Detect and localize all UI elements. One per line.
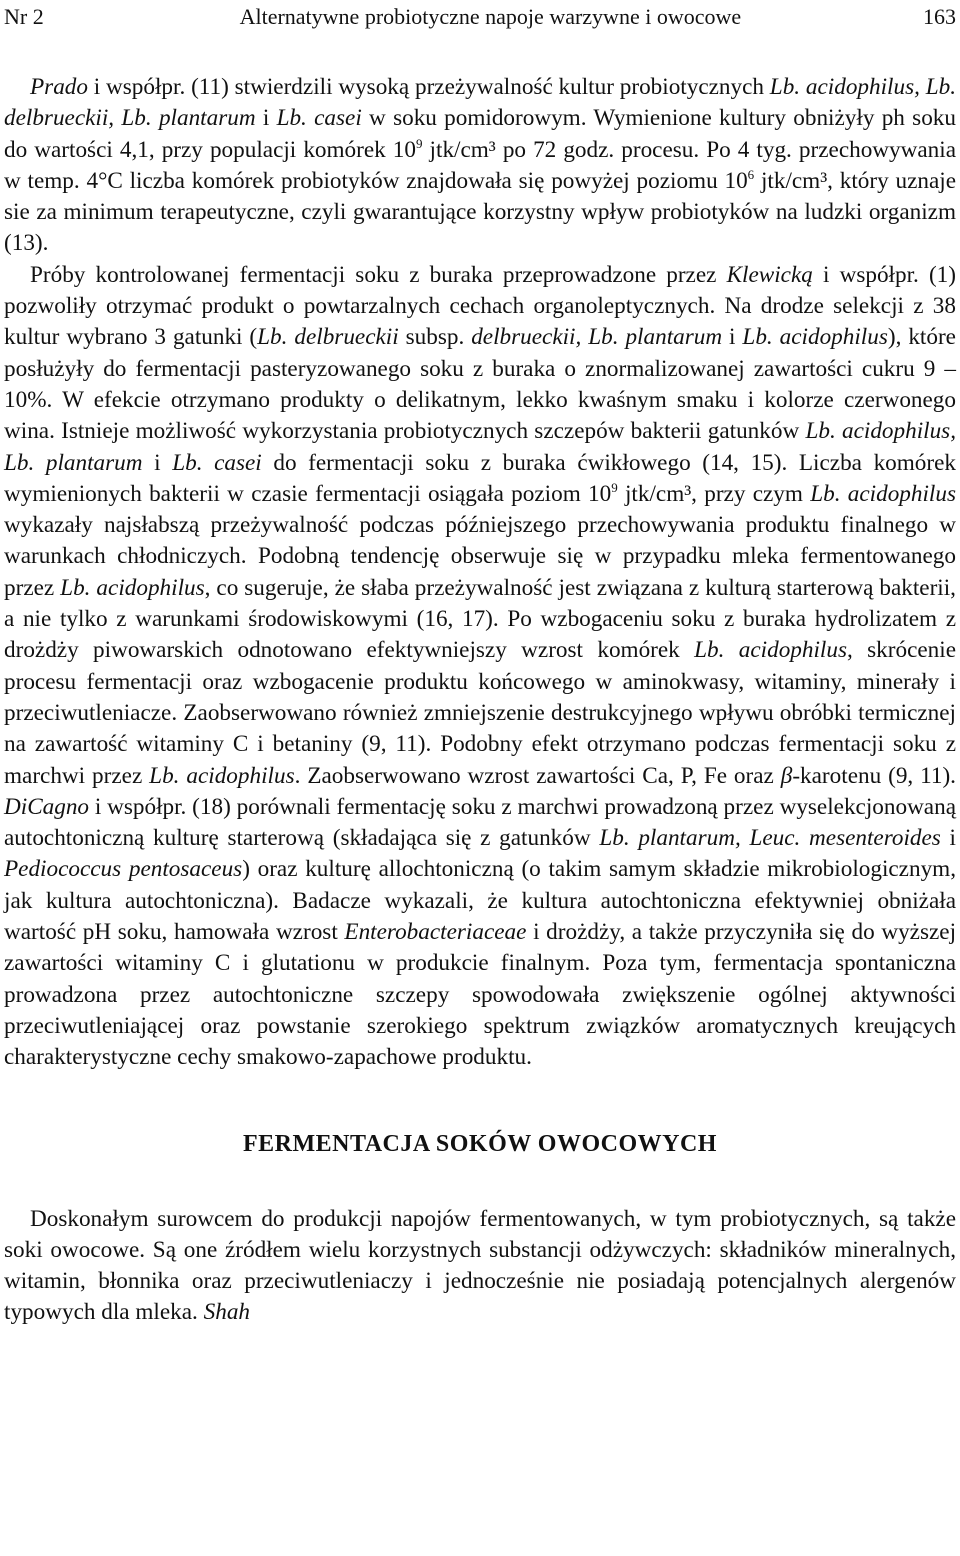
article-body bbox=[4, 72, 956, 1329]
paragraph-beet-juice: Próby kontrolowanej fermentacji soku z buraka przeprowadzone przez Klewicką i współpr. (1) pozwoliły otrzymać produkt o powtarzalnych cechach organoleptycznych. Na drodze selekcji z 38 kultur wybrano 3 gatunki (Lb. delbrueckii subsp. delbrueckii, Lb. plantarum i Lb. acidophilus), które posłużyły do fermentacji pasteryzowanego soku z buraka o znormalizowanej zawartości cukru 9 – 10%. W efekcie otrzymano produkty o delikatnym, lekko kwaśnym smaku i kolorze czerwonego wina. Istnieje możliwość wykorzystania probiotycznych szczepów bakterii gatunków Lb. acidophilus, Lb. plantarum i Lb. casei do fermentacji soku z buraka ćwikłowego (14, 15). Liczba komórek wymienionych bakterii w czasie fermentacji osiągała poziom $10^9$ jtk/cm³, przy czym Lb. acidophilus wykazały najsłabszą przeżywalność podczas późniejszego przechowywania produktu finalnego w warunkach chłodniczych. Podobną tendencję obserwuje się w przypadku mleka fermentowanego przez Lb. acidophilus, co sugeruje, że słaba przeżywalność jest związana z kulturą starterową bakterii, a nie tylko z warunkami środowiskowymi (16, 17). Po wzbogaceniu soku z buraka hydrolizatem z drożdży piwowarskich odnotowano efektywniejszy wzrost komórek Lb. acidophilus, skrócenie procesu fermentacji oraz wzbogacenie produktu końcowego w aminokwasy, witaminy, minerały i przeciwutleniacze. Zaobserwowano również zmniejszenie destrukcyjnego wpływu obróbki termicznej na zawartość witaminy C i betaniny (9, 11). Podobny efekt otrzymano podczas fermentacji soku z marchwi przez Lb. acidophilus. Zaobserwowano wzrost zawartości Ca, P, Fe oraz β-karotenu (9, 11). DiCagno i współpr. (18) porównali fermentację soku z marchwi prowadzoną przez wyselekcjonowaną autochtoniczną kulturę starterową (składająca się z gatunków Lb. plantarum, Leuc. mesenteroides i Pediococcus pentosaceus) oraz kulturę allochtoniczną (o takim samym składzie mikrobiologicznym, jak kultura autochtoniczna). Badacze wykazali, że kultura autochtoniczna efektywniej obniżała wartość pH soku, hamowała wzrost Enterobacteriaceae i drożdży, a także przyczyniła się do wyższej zawartości witaminy C i glutationu w produkcie finalnym. Poza tym, fermentacja spontaniczna prowadzona przez autochtoniczne szczepy spowodowała zwiększenie ogólnej aktywności przeciwutleniającej oraz powstanie szerokiego spektrum związków aromatycznych kreujących charakterystyczne cechy smakowo-zapachowe produktu. bbox=[4, 261, 957, 1071]
section-heading: FERMENTACJA SOKÓW OWOCOWYCH bbox=[243, 1130, 717, 1157]
page-number: 163 bbox=[923, 4, 956, 29]
paragraph-prado: Prado i współpr. (11) stwierdzili wysoką przeżywalność kultur probiotycznych Lb. acidophilus, Lb. delbrueckii, Lb. plantarum i Lb. casei w soku pomidorowym. Wymienione kultury obniżyły ph soku do wartości 4,1, przy populacji komórek $10^9$ jtk/cm³ po 72 godz. procesu. Po 4 tyg. przechowywania w temp. 4°C liczba komórek probiotyków znajdowała się powyżej poziomu $10^6$ jtk/cm³, który uznaje sie za minimum terapeutyczne, czyli gwarantujące korzystny wpływ probiotyków na ludzki organizm (13). bbox=[4, 74, 956, 257]
paragraph-fruit-juices: Doskonałym surowcem do produkcji napojów fermentowanych, w tym probiotycznych, są także soki owocowe. Są one źródłem wielu korzystnych substancji odżywczych: składników mineralnych, witamin, błonnika oraz przeciwutleniaczy i jednocześnie nie posiadają potencjalnych alergenów typowych dla mleka. Shah bbox=[4, 1205, 956, 1326]
running-title: Alternatywne probiotyczne napoje warzywne i owocowe bbox=[239, 4, 742, 29]
running-header bbox=[4, 0, 956, 36]
issue-number: Nr 2 bbox=[4, 4, 44, 29]
